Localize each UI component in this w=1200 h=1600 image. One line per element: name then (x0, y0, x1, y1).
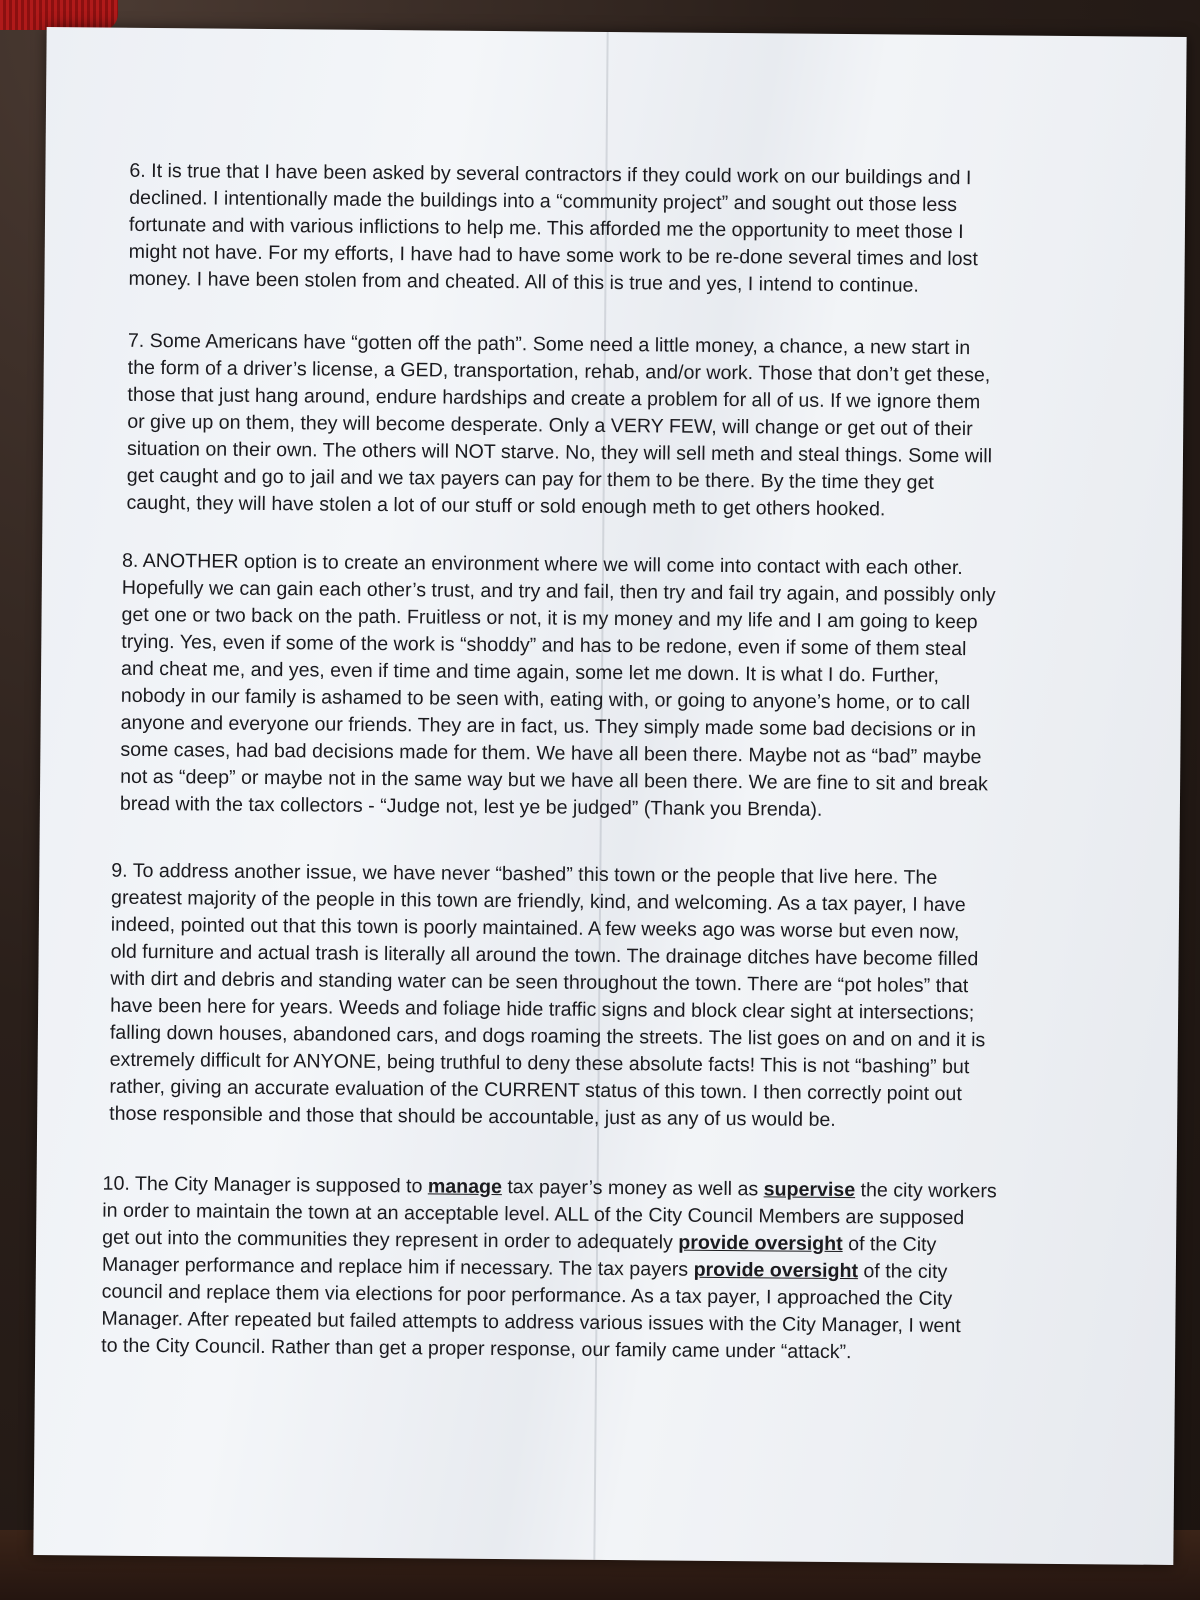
text-line: the form of a driver’s license, a GED, transportation, rehab, and/or work. Those that don’t get these, (127, 356, 991, 387)
text-line: have been here for years. Weeds and foliage hide traffic signs and block clear sight at intersections; (110, 994, 975, 1025)
text-line: get one or two back on the path. Fruitless or not, it is my money and my life and I am going to keep (121, 603, 978, 634)
text-line: Hopefully we can gain each other’s trust, and try and fail, then try and fail try again, and possibly only (121, 576, 996, 607)
text-line: trying. Yes, even if some of the work is “shoddy” and has to be redone, even if some of them steal (121, 630, 967, 661)
text-line: 7. Some Americans have “gotten off the path”. Some need a little money, a chance, a new start in (127, 329, 971, 360)
text-line: situation on their own. The others will NOT starve. No, they will sell meth and steal things. Some will (126, 437, 993, 468)
text-line: bread with the tax collectors - “Judge not, lest ye be judged” (Thank you Brenda). (119, 792, 823, 821)
text-run: Manager performance and replace him if necessary. The tax payers (101, 1253, 694, 1281)
paragraph-7 (126, 328, 1058, 525)
text-line: with dirt and debris and standing water can be seen throughout the town. There are “pot holes” that (110, 967, 969, 998)
text-run: the city workers (855, 1179, 997, 1203)
text-run: tax payer’s money as well as (501, 1176, 764, 1201)
text-line: in order to maintain the town at an acceptable level. ALL of the City Council Members are supposed (102, 1199, 965, 1230)
text-line: 9. To address another issue, we have never “bashed” this town or the people that live here. The (111, 859, 938, 889)
text-line: or give up on them, they will become desperate. Only a VERY FEW, will change or get out of their (127, 410, 973, 441)
text-line: rather, giving an accurate evaluation of the CURRENT status of this town. I then correctly point out (109, 1075, 962, 1106)
text-line: 8. ANOTHER option is to create an environment where we will come into contact with each other. (121, 549, 963, 580)
text-run: get out into the communities they represent in order to adequately (102, 1226, 679, 1254)
underlined-word-supervise: supervise (763, 1178, 856, 1202)
text-line: falling down houses, abandoned cars, and dogs roaming the streets. The list goes on and on and it is (109, 1021, 986, 1052)
paragraph-8 (120, 548, 1052, 826)
text-line: Manager. After repeated but failed attempts to address various issues with the City Manager, I went (101, 1307, 961, 1338)
text-line: greatest majority of the people in this town are friendly, kind, and welcoming. As a tax payer, I have (110, 886, 966, 917)
text-line: those responsible and those that should be accountable, just as any of us would be. (109, 1102, 836, 1131)
text-line: those that just hang around, endure hardships and create a problem for all of us. If we ignore them (127, 383, 981, 414)
text-line: extremely difficult for ANYONE, being truthful to deny these absolute facts! This is not “bashing” but (109, 1048, 970, 1079)
text-line: get caught and go to jail and we tax payers can pay for them to be there. By the time they get (126, 464, 934, 494)
text-line: anyone and everyone our friends. They are in fact, us. They simply made some bad decisions or in (120, 711, 977, 742)
text-line: fortunate and with various inflictions to help me. This afforded me the opportunity to meet those I (128, 213, 964, 244)
text-line: to the City Council. Rather than get a proper response, our family came under “attack”. (101, 1334, 852, 1364)
paragraph-9 (109, 858, 1041, 1136)
text-run: of the City (842, 1233, 937, 1256)
paragraph-10 (101, 1171, 1033, 1368)
text-line: council and replace them via elections for poor performance. As a tax payer, I approached the City (101, 1280, 953, 1311)
text-line: money. I have been stolen from and cheated. All of this is true and yes, I intend to continue. (128, 267, 919, 297)
text-run: of the city (857, 1260, 948, 1283)
text-line: declined. I intentionally made the buildings into a “community project” and sought out those less (129, 186, 958, 217)
text-line: might not have. For my efforts, I have had to have some work to be re-done several times and lost (128, 240, 978, 271)
text-line: and cheat me, and yes, even if time and time again, some let me down. It is what I do. Further, (120, 657, 940, 687)
underlined-phrase-provide-oversight: provide oversight (693, 1258, 859, 1283)
text-line: nobody in our family is ashamed to be seen with, eating with, or going to anyone’s home, or to call (120, 684, 971, 715)
text-line: indeed, pointed out that this town is poorly maintained. A few weeks ago was worse but even now, (110, 913, 960, 944)
paper-sheet (33, 27, 1186, 1565)
paragraph-6 (128, 158, 1059, 301)
text-line: old furniture and actual trash is literally all around the town. The drainage ditches have become filled (110, 940, 979, 971)
red-fabric-corner (0, 0, 118, 30)
text-line: caught, they will have stolen a lot of our stuff or sold enough meth to get others hooked. (126, 491, 886, 521)
text-line: not as “deep” or maybe not in the same way but we have all been there. We are fine to sit and break (120, 765, 988, 796)
text-line: some cases, had bad decisions made for them. We have all been there. Maybe not as “bad” maybe (120, 738, 982, 769)
text-line: 6. It is true that I have been asked by several contractors if they could work on our buildings and I (129, 159, 972, 190)
underlined-word-manage: manage (427, 1175, 503, 1199)
underlined-phrase-provide-oversight: provide oversight (678, 1231, 843, 1256)
text-run: 10. The City Manager is supposed to (102, 1172, 428, 1198)
